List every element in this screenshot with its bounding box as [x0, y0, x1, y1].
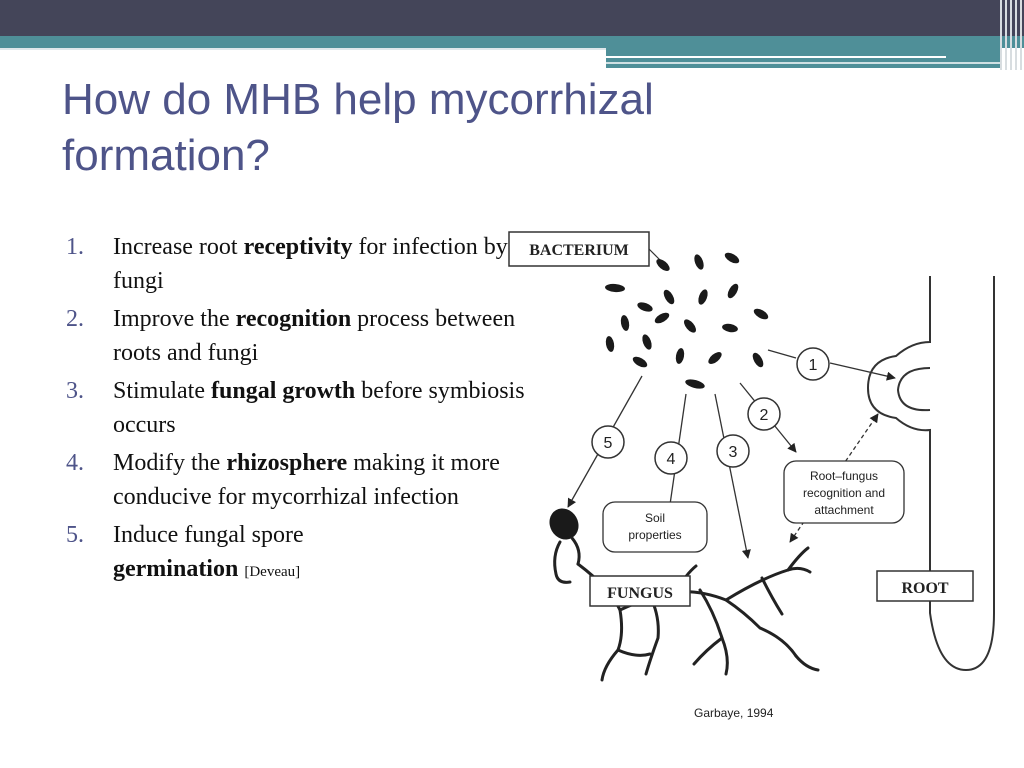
header-vertical-lines: [998, 0, 1024, 70]
list-number: 5.: [66, 522, 84, 548]
bacterium-cell: [620, 314, 631, 331]
slide-title: How do MHB help mycorrhizal formation?: [62, 75, 654, 180]
arrow-1: [830, 363, 895, 378]
header-light-line: [0, 48, 606, 50]
bacterium-connector: [649, 249, 660, 260]
figure-credit: Garbaye, 1994: [694, 706, 774, 720]
header-teal-band: [0, 36, 1024, 48]
bacterium-cell: [726, 282, 741, 300]
list-text: Stimulate: [113, 378, 211, 404]
bacterium-cell: [675, 347, 686, 364]
recognition-line-2: recognition and: [802, 486, 886, 500]
bacterium-cell: [631, 355, 649, 370]
list-item: [66, 230, 536, 298]
bacterium-cell: [693, 253, 706, 271]
list-bold-term: recognition: [235, 306, 352, 332]
list-text: Induce fungal spore: [113, 522, 304, 548]
list-number: 2.: [66, 306, 84, 332]
bacterium-cell: [723, 251, 741, 266]
step-number-4: 4: [666, 451, 676, 468]
bacterium-cell: [721, 323, 738, 334]
list-text: Increase root: [113, 234, 244, 260]
bacterium-cell: [654, 257, 671, 273]
list-bold-term: fungal growth: [211, 378, 356, 404]
list-item: [66, 518, 536, 589]
bacterium-cell: [605, 283, 626, 293]
list-text: process between roots and fungi: [113, 306, 516, 366]
bacterium-cell: [706, 350, 723, 366]
bacterium-cell: [636, 301, 654, 314]
root-label: ROOT: [901, 580, 949, 597]
mhb-diagram: [500, 218, 1020, 688]
arrow-3: [715, 394, 748, 558]
list-bold-term: receptivity: [243, 234, 353, 260]
fungal-hyphae: [555, 538, 818, 680]
arrow-1-start: [768, 350, 796, 358]
fungal-spore: [544, 503, 584, 545]
bacterium-cell: [682, 317, 698, 334]
fungus-label: FUNGUS: [607, 585, 673, 602]
header-white-line: [606, 56, 946, 58]
citation: [Deveau]: [244, 564, 301, 580]
list-text: making it more conducive for mycorrhizal infection: [113, 450, 500, 510]
list-bold-term: rhizosphere: [226, 450, 348, 476]
bacteria-cells: [605, 251, 770, 391]
list-number: 4.: [66, 450, 84, 476]
mechanism-list: [66, 230, 536, 593]
recognition-line-1: Root–fungus: [809, 469, 879, 483]
bacterium-cell: [641, 333, 654, 351]
recognition-line-3: attachment: [814, 503, 874, 517]
bacterium-cell: [605, 335, 616, 352]
header-dark-band: [0, 0, 1024, 36]
header-right-strip-light: [606, 62, 1002, 64]
step-number-5: 5: [603, 435, 613, 452]
list-item: [66, 446, 536, 514]
bacterium-cell: [752, 307, 770, 322]
list-text: Modify the: [113, 450, 227, 476]
list-item: [66, 302, 536, 370]
bacterium-cell: [684, 378, 705, 391]
step-number-2: 2: [759, 407, 769, 424]
step-number-1: 1: [808, 357, 818, 374]
list-text: for infection by fungi: [113, 234, 508, 294]
root-infection-site: [898, 368, 930, 410]
step-number-3: 3: [728, 444, 738, 461]
bacterium-cell: [662, 288, 677, 306]
soil-line-1: Soil: [644, 511, 666, 525]
soil-box: [603, 502, 707, 552]
bacterium-cell: [653, 311, 671, 326]
list-text: Improve the: [113, 306, 236, 332]
bacterium-label: BACTERIUM: [529, 242, 629, 259]
list-text: before symbiosis occurs: [113, 378, 525, 438]
bacterium-cell: [751, 351, 766, 369]
list-item: [66, 374, 536, 442]
bacterium-cell: [697, 288, 710, 306]
list-number: 3.: [66, 378, 84, 404]
soil-line-2: properties: [628, 528, 682, 542]
header-right-strip: [606, 48, 1002, 68]
list-number: 1.: [66, 234, 84, 260]
step-circles: [592, 348, 829, 474]
list-bold-term: germination: [113, 556, 239, 582]
